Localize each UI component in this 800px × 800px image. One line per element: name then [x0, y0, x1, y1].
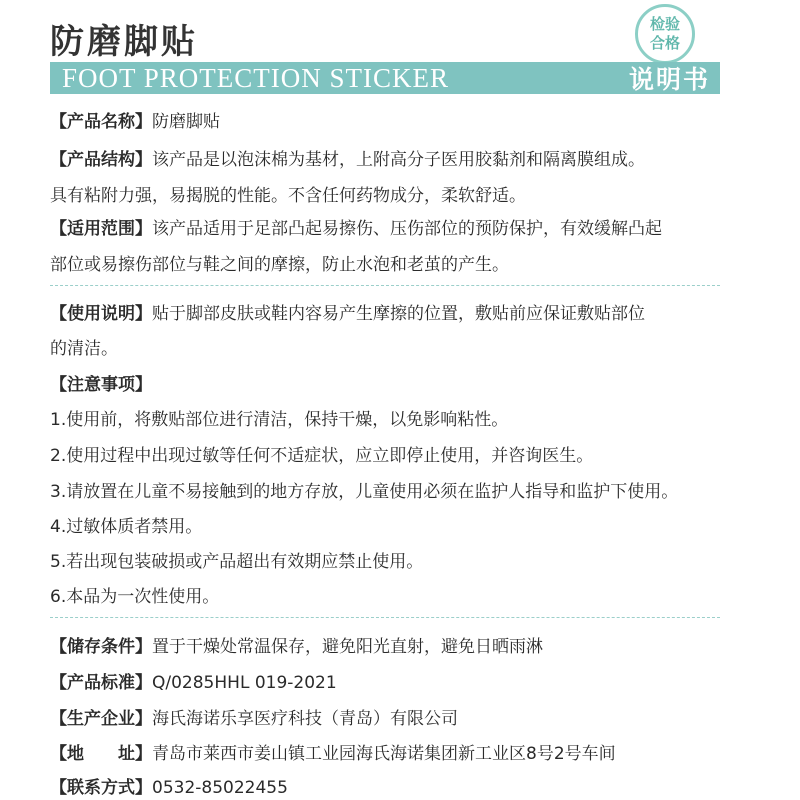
storage-row [50, 632, 543, 657]
contact-label: 【联系方式】 [50, 778, 152, 798]
scope-label: 【适用范围】 [50, 219, 152, 239]
notes-label: 【注意事项】 [50, 375, 152, 395]
usage-text-1: 贴于脚部皮肤或鞋内容易产生摩擦的位置，敷贴前应保证敷贴部位 [152, 304, 645, 324]
title-band [50, 62, 720, 94]
usage-row [50, 299, 645, 324]
storage-label: 【储存条件】 [50, 637, 152, 657]
product-name-value: 防磨脚贴 [152, 112, 220, 132]
list-item: 6.本品为一次性使用。 [50, 587, 220, 607]
contact-value: 0532-85022455 [152, 778, 288, 798]
scope-row [50, 214, 662, 239]
usage-row-cont [50, 334, 118, 359]
scope-row-cont [50, 250, 509, 275]
scope-text-1: 该产品适用于足部凸起易擦伤、压伤部位的预防保护，有效缓解凸起 [152, 219, 662, 239]
manual-label: 说明书 [628, 65, 710, 94]
manufacturer-label: 【生产企业】 [50, 709, 152, 729]
standard-label: 【产品标准】 [50, 673, 152, 693]
structure-label: 【产品结构】 [50, 150, 152, 170]
inspection-badge [635, 4, 695, 64]
scope-text-2: 部位或易擦伤部位与鞋之间的摩擦，防止水泡和老茧的产生。 [50, 255, 509, 275]
structure-text-1: 该产品是以泡沫棉为基材，上附高分子医用胶黏剂和隔离膜组成。 [152, 150, 645, 170]
manufacturer-row [50, 704, 458, 729]
notes-heading [50, 370, 152, 395]
contact-row [50, 773, 288, 798]
address-value: 青岛市莱西市姜山镇工业园海氏海诺集团新工业区8号2号车间 [152, 744, 616, 764]
product-name-row [50, 107, 220, 132]
product-name-label: 【产品名称】 [50, 112, 152, 132]
usage-text-2: 的清洁。 [50, 339, 118, 359]
list-item: 5.若出现包装破损或产品超出有效期应禁止使用。 [50, 552, 424, 572]
divider [50, 285, 720, 286]
english-title: FOOT PROTECTION STICKER [62, 62, 450, 93]
divider [50, 617, 720, 618]
badge-line-2: 合格 [649, 34, 680, 52]
storage-value: 置于干燥处常温保存，避免阳光直射，避免日晒雨淋 [152, 637, 543, 657]
badge-line-1: 检验 [649, 15, 680, 33]
standard-row [50, 668, 337, 693]
structure-row-cont [50, 181, 526, 206]
usage-label: 【使用说明】 [50, 304, 152, 324]
standard-value: Q/0285HHL 019-2021 [152, 673, 337, 693]
list-item: 3.请放置在儿童不易接触到的地方存放，儿童使用必须在监护人指导和监护下使用。 [50, 482, 679, 502]
list-item: 2.使用过程中出现过敏等任何不适症状，应立即停止使用，并咨询医生。 [50, 446, 594, 466]
page-title: 防磨脚贴 [50, 22, 198, 62]
list-item: 4.过敏体质者禁用。 [50, 517, 203, 537]
address-row [50, 739, 616, 764]
address-label: 【地 址】 [50, 744, 152, 764]
list-item: 1.使用前，将敷贴部位进行清洁，保持干燥，以免影响粘性。 [50, 410, 509, 430]
structure-text-2: 具有粘附力强，易揭脱的性能。不含任何药物成分，柔软舒适。 [50, 186, 526, 206]
structure-row [50, 145, 645, 170]
manufacturer-value: 海氏海诺乐享医疗科技（青岛）有限公司 [152, 709, 458, 729]
